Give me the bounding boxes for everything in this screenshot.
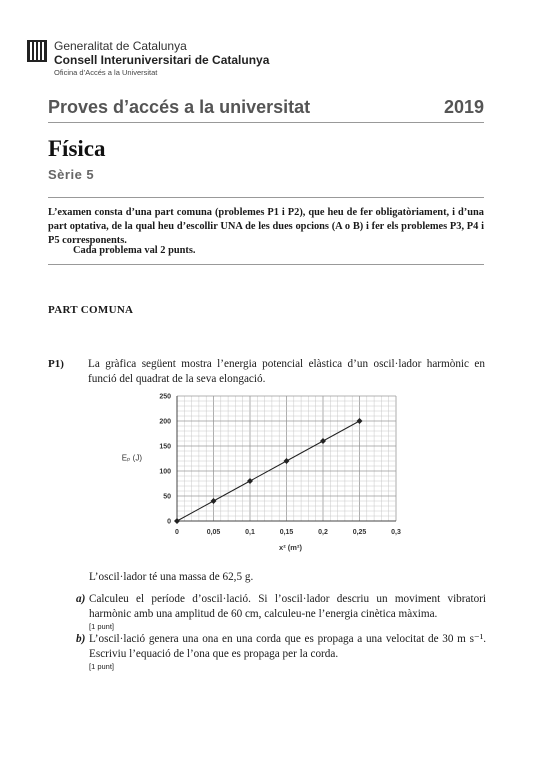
data-point	[320, 438, 326, 444]
subject-title: Física	[48, 136, 106, 161]
y-tick-label: 0	[167, 518, 171, 526]
question-b-text: L’oscil·lació genera una ona en una corda que es propaga a una velocitat de 30 m s⁻¹. Escriviu l’equació de l’ona que es propaga per la corda.	[89, 633, 486, 660]
question-a-points: [1 punt]	[89, 622, 115, 631]
generalitat-logo-icon	[27, 40, 47, 62]
exam-year: 2019	[443, 97, 484, 117]
instructions-top-divider	[48, 197, 484, 198]
x-tick-label: 0,3	[391, 529, 401, 536]
instructions-bottom-divider	[48, 264, 484, 265]
part-heading: PART COMUNA	[48, 304, 134, 316]
data-point	[174, 518, 180, 524]
y-tick-label: 200	[159, 418, 171, 426]
data-point	[284, 458, 290, 464]
series-label: Sèrie 5	[48, 167, 95, 182]
exam-name: Proves d’accés a la universitat	[48, 97, 311, 117]
mass-statement: L’oscil·lador té una massa de 62,5 g.	[89, 571, 254, 583]
x-tick-label: 0,2	[318, 529, 328, 536]
x-tick-label: 0,05	[206, 529, 221, 536]
institution-name: Generalitat de Catalunya	[54, 39, 187, 53]
y-tick-label: 50	[163, 493, 171, 501]
data-point	[211, 498, 217, 504]
problem-label: P1)	[48, 358, 64, 370]
x-tick-label: 0,1	[245, 529, 255, 536]
question-a-text: Calculeu el període d’oscil·lació. Si l’oscil·lador descriu un moviment vibratori harmònic amb una amplitud de 60 cm, calculeu-ne l’energia cinètica màxima.	[89, 593, 486, 620]
y-tick-label: 100	[159, 468, 171, 476]
question-b-label: b)	[76, 633, 86, 645]
chart-labels	[122, 394, 401, 553]
data-point	[247, 478, 253, 484]
instructions-text: L’examen consta d’una part comuna (problemes P1 i P2), que heu de fer obligatòriament, i d’una part optativa, de la qual heu d’escollir UNA de les dues opcions (A o B) i fer els problemes P3, P4 i P5 corresponents.	[48, 207, 484, 246]
instructions-points: Cada problema val 2 punts.	[73, 245, 196, 256]
x-tick-label: 0,25	[352, 529, 367, 536]
header-divider	[48, 122, 484, 123]
x-tick-label: 0,15	[279, 529, 294, 536]
y-axis-title: Eₚ (J)	[121, 453, 142, 463]
question-b-points: [1 punt]	[89, 662, 115, 671]
question-a-label: a)	[76, 593, 86, 605]
council-name: Consell Interuniversitari de Catalunya	[54, 53, 270, 67]
energy-chart	[100, 388, 420, 558]
y-tick-label: 250	[159, 393, 171, 401]
data-point	[357, 418, 363, 424]
x-tick-label: 0	[175, 529, 179, 536]
x-axis-title: x² (m²)	[279, 543, 302, 552]
problem-statement: La gràfica següent mostra l’energia potencial elàstica d’un oscil·lador harmònic en funció del quadrat de la seva elongació.	[88, 358, 485, 385]
y-tick-label: 150	[159, 443, 171, 451]
office-name: Oficina d’Accés a la Universitat	[54, 68, 158, 77]
